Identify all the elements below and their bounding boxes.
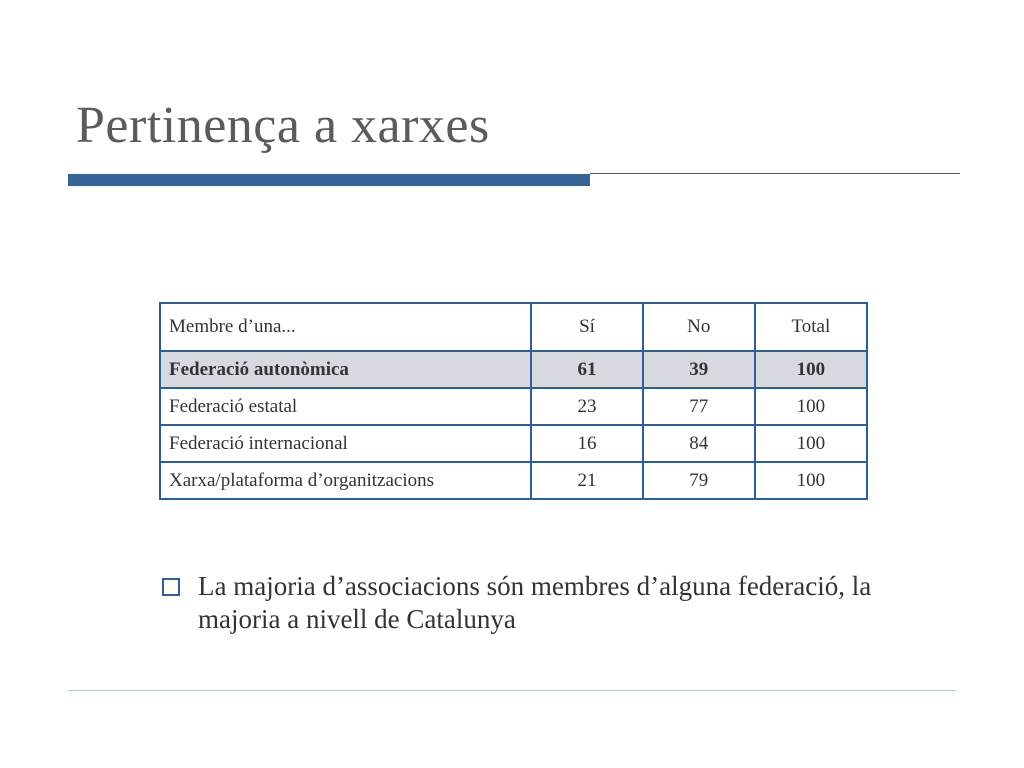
row-si: 16 — [531, 425, 643, 462]
header-membre: Membre d’una... — [160, 303, 531, 351]
row-si: 61 — [531, 351, 643, 388]
membership-table — [159, 302, 868, 500]
row-label: Federació internacional — [160, 425, 531, 462]
row-label: Xarxa/plataforma d’organitzacions — [160, 462, 531, 499]
row-no: 39 — [643, 351, 755, 388]
slide-title: Pertinença a xarxes — [76, 97, 490, 154]
square-bullet-icon — [162, 578, 180, 596]
title-underline-thick — [68, 174, 590, 186]
bullet-point — [162, 570, 962, 636]
table-row — [160, 351, 867, 388]
row-total: 100 — [755, 351, 867, 388]
table-header-row — [160, 303, 867, 351]
table-row — [160, 425, 867, 462]
footer-divider — [68, 690, 956, 691]
bullet-text: La majoria d’associacions són membres d’alguna federació, la majoria a nivell de Catalunya — [198, 571, 872, 634]
table-row — [160, 388, 867, 425]
row-total: 100 — [755, 462, 867, 499]
row-si: 23 — [531, 388, 643, 425]
title-underline-thin — [590, 173, 960, 174]
row-total: 100 — [755, 388, 867, 425]
row-si: 21 — [531, 462, 643, 499]
row-total: 100 — [755, 425, 867, 462]
header-si: Sí — [531, 303, 643, 351]
table-row — [160, 462, 867, 499]
header-total: Total — [755, 303, 867, 351]
row-label: Federació estatal — [160, 388, 531, 425]
row-no: 79 — [643, 462, 755, 499]
row-no: 84 — [643, 425, 755, 462]
row-no: 77 — [643, 388, 755, 425]
header-no: No — [643, 303, 755, 351]
row-label: Federació autonòmica — [160, 351, 531, 388]
